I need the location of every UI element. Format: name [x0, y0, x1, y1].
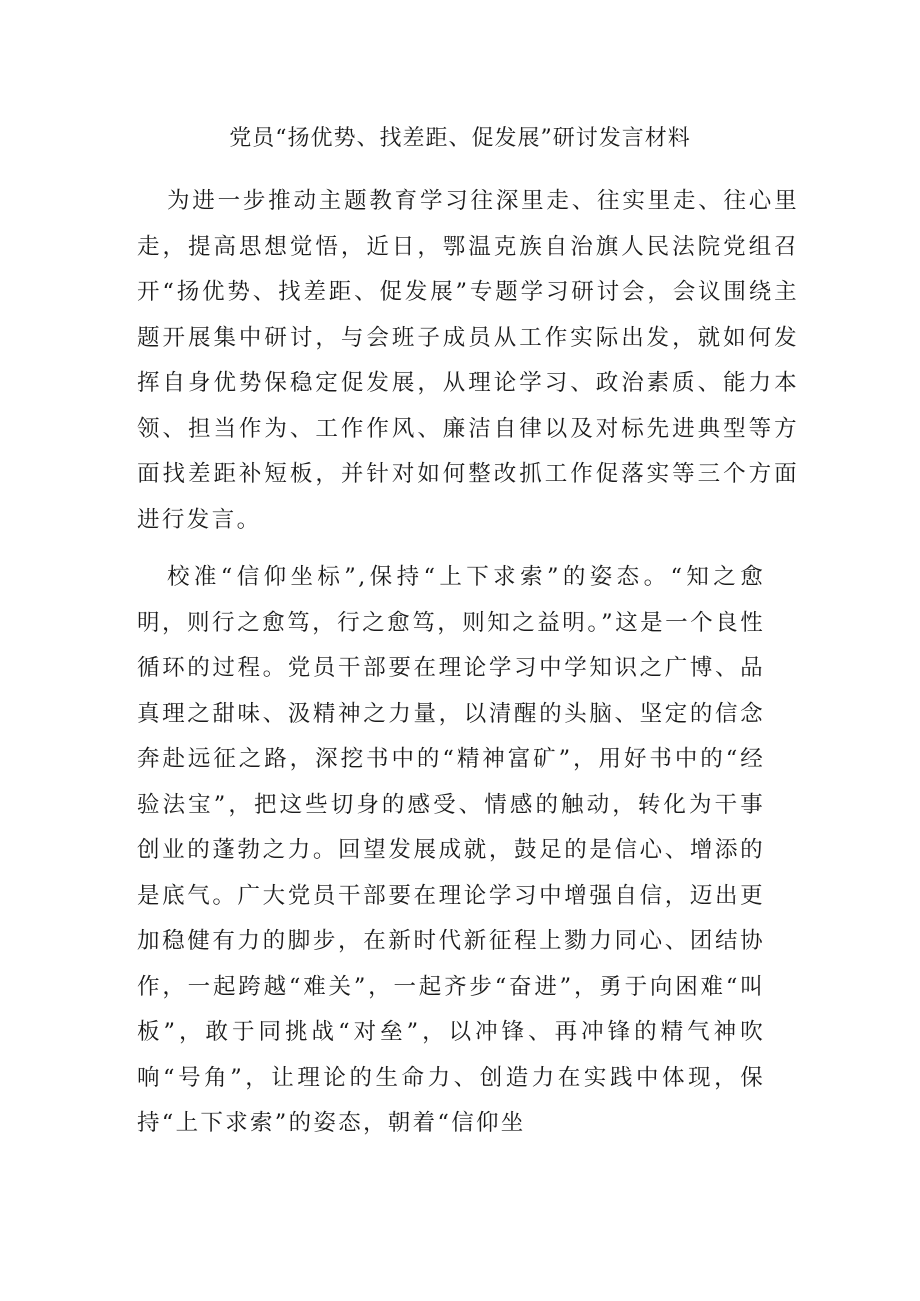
paragraph-belief-coordinate: 校准“信仰坐标”,保持“上下求索”的姿态。“知之愈明，则行之愈笃，行之愈笃，则知之益明。”这是一个良性循环的过程。党员干部要在理论学习中学知识之广博、品真理之甜味、汲精神之力量，以清醒的头脑、坚定的信念奔赴远征之路，深挖书中的“精神富矿”，用好书中的“经验法宝”，把这些切身的感受、情感的触动，转化为干事创业的蓬勃之力。回望发展成就，鼓足的是信心、增添的是底气。广大党员干部要在理论学习中增强自信，迈出更加稳健有力的脚步，在新时代新征程上勠力同心、团结协作，一起跨越“难关”，一起齐步“奋进”，勇于向困难“叫板”，敢于同挑战“对垒”，以冲锋、再冲锋的精气神吹响“号角”，让理论的生命力、创造力在实践中体现，保持“上下求索”的姿态，朝着“信仰坐 [137, 564, 765, 1136]
document-title: 党员“扬优势、找差距、促发展”研讨发言材料 [229, 126, 691, 151]
paragraph-intro: 为进一步推动主题教育学习往深里走、往实里走、往心里走，提高思想觉悟，近日，鄂温克族自治旗人民法院党组召开“扬优势、找差距、促发展”专题学习研讨会，会议围绕主题开展集中研讨，与会班子成员从工作实际出发，就如何发挥自身优势保稳定促发展，从理论学习、政治素质、能力本领、担当作为、工作作风、廉洁自律以及对标先进典型等方面找差距补短板，并针对如何整改抓工作促落实等三个方面进行发言。 [137, 188, 799, 533]
